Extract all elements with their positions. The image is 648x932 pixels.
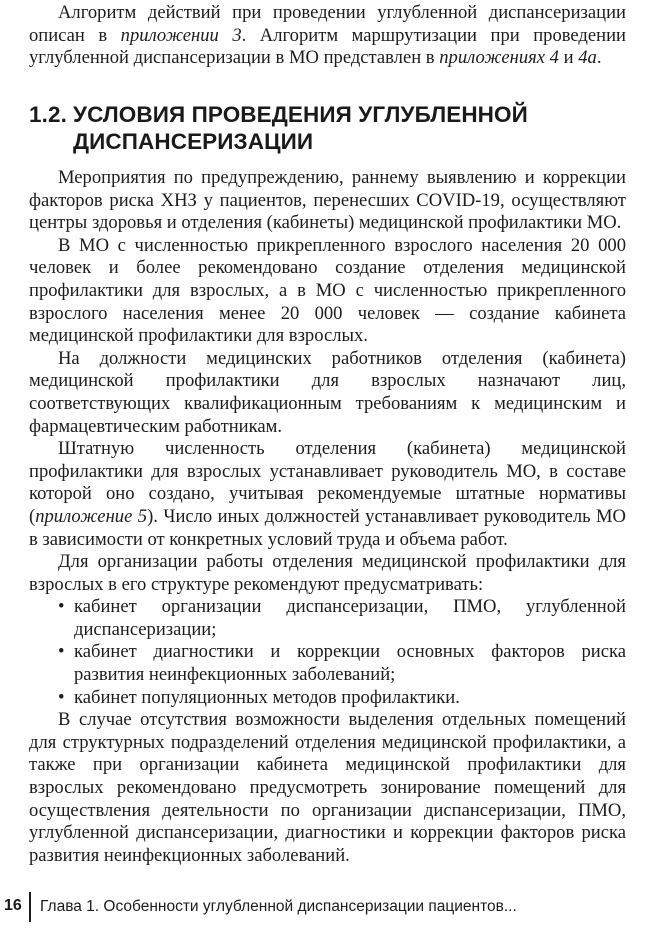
section-number: 1.2. [29, 102, 67, 127]
paragraph-4-part: Штатную численность отделения (кабинета) медицинской профилактики для взрослых устанавливает руководитель МО, в составе которой оно создано, учитывая рекомендуемые штатные нормативы ( [29, 438, 626, 527]
bullet-icon: • [58, 596, 65, 618]
bullet-icon: • [58, 641, 65, 663]
intro-paragraph [29, 2, 626, 70]
appendix-reference: приложение 5 [35, 505, 148, 527]
section-title-line-2: ДИСПАНСЕРИЗАЦИИ [73, 129, 314, 154]
intro-text [29, 2, 626, 70]
intro-text-part: . Алгоритм маршрутизации при проведении углубленной диспансеризации в МО представлен в [29, 24, 626, 69]
running-title: Глава 1. Особенности углубленной диспансеризации пациентов... [40, 898, 517, 915]
appendix-reference: 4а [578, 47, 597, 69]
appendix-reference: приложении 3 [120, 24, 242, 46]
list-item [29, 687, 626, 710]
paragraph-3: На должности медицинских работников отделения (кабинета) медицинской профилактики для взрослых назначают лиц, соответствующих квалификационным требованиям к медицинским и фармацевтическим работникам. [29, 347, 626, 437]
paragraph-4 [29, 438, 626, 551]
bullet-icon: • [58, 686, 65, 708]
footer-divider [29, 892, 31, 922]
page-footer [0, 888, 648, 924]
list-item-text: кабинет популяционных методов профилактики. [74, 686, 460, 708]
paragraph-5: Для организации работы отделения медицинской профилактики для взрослых в его структуре рекомендуют предусматривать: [29, 551, 626, 595]
bullet-list [29, 596, 626, 709]
section-title-line-1: УСЛОВИЯ ПРОВЕДЕНИЯ УГЛУБЛЕННОЙ [73, 102, 528, 127]
list-item-text: кабинет диагностики и коррекции основных факторов риска развития неинфекционных заболеваний; [74, 641, 626, 686]
intro-text-part: . [596, 47, 602, 69]
paragraph-2: В МО с численностью прикрепленного взрослого населения 20 000 человек и более рекомендовано создание отделения медицинской профилактики для взрослых, а в МО с численностью прикрепленного взрослого населения менее 20 000 человек — создание кабинета медицинской профилактики для взрослых. [29, 234, 626, 347]
paragraph-6: В случае отсутствия возможности выделения отдельных помещений для структурных подразделений отделения медицинской профилактики, а также при организации кабинета медицинской профилактики для взрослых рекомендовано предусмотреть зонирование помещений для осуществления деятельности по организации диспансеризации, ПМО, углубленной диспансеризации, диагностики и коррекции факторов риска развития неинфекционных заболеваний. [29, 709, 626, 866]
section-body [29, 167, 626, 867]
list-item [29, 641, 626, 686]
paragraph-1: Мероприятия по предупреждению, раннему выявлению и коррекции факторов риска ХНЗ у пациентов, перенесших COVID-19, осуществляют центры здоровья и отделения (кабинеты) медицинской профилактики МО. [29, 167, 626, 234]
list-item-text: кабинет организации диспансеризации, ПМО, углубленной диспансеризации; [74, 596, 626, 640]
intro-text-part: Алгоритм действий при проведении углубленной диспансеризации описан в [29, 2, 626, 46]
appendix-reference: приложениях 4 [439, 47, 559, 69]
page-number: 16 [4, 897, 22, 914]
section-heading [29, 101, 626, 155]
list-item [29, 596, 626, 641]
intro-text-part: и [558, 47, 579, 69]
paragraph-4-part: ). Число иных должностей устанавливает руководитель МО в зависимости от конкретных условий труда и объема работ. [29, 505, 626, 550]
